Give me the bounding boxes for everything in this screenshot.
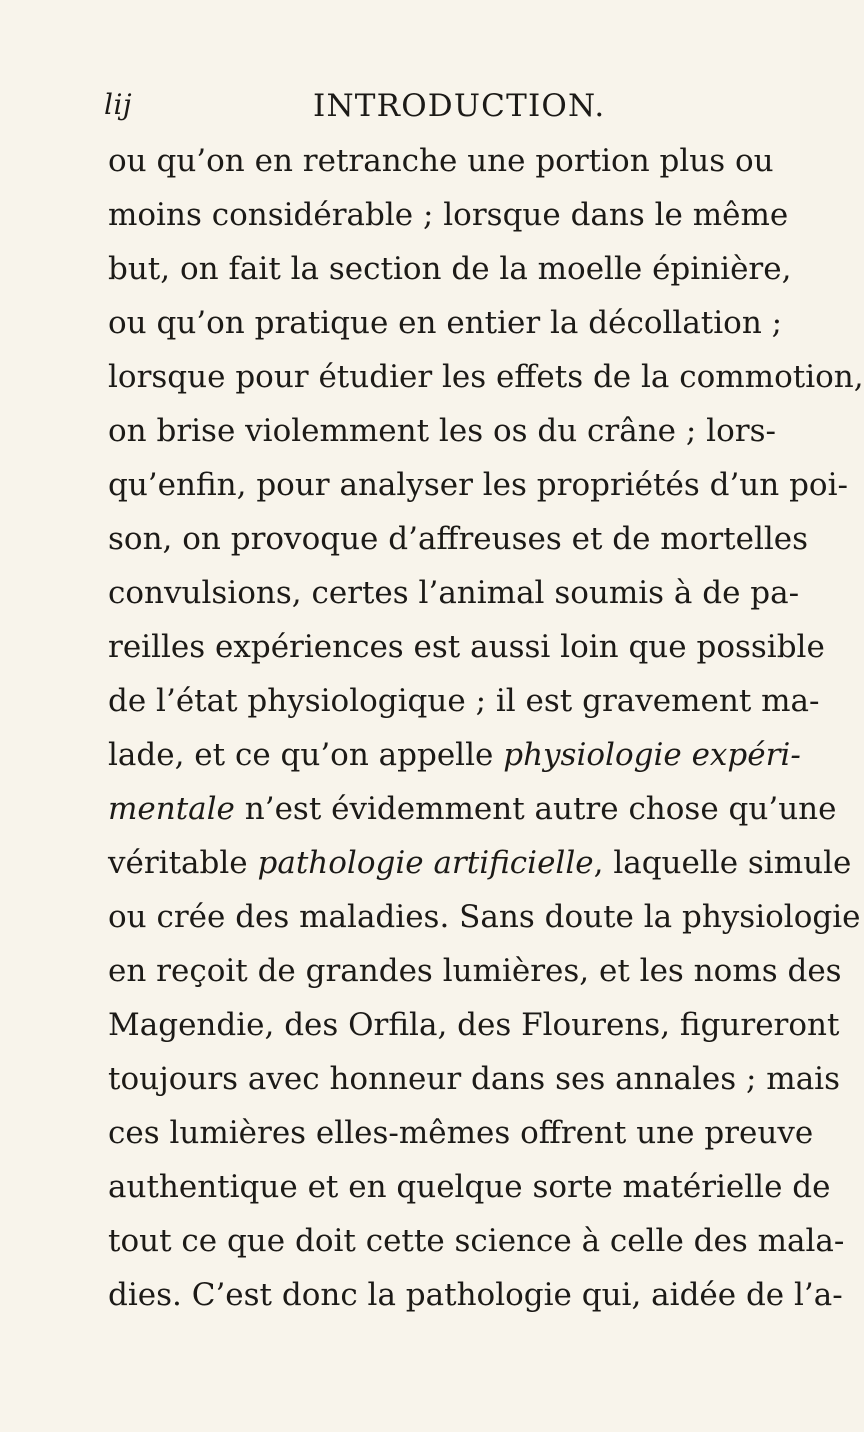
text-line: ces lumières elles-mêmes offrent une preuve [108, 1115, 814, 1151]
text-segment: n’est évidemment autre chose qu’une [234, 791, 837, 827]
text-line: moins considérable ; lorsque dans le même [108, 197, 789, 233]
italic-term: pathologie artificielle [257, 845, 594, 881]
text-segment: lade, et ce qu’on appelle [108, 737, 504, 773]
text-line [108, 782, 837, 836]
text-line: dies. C’est donc la pathologie qui, aidée de l’a- [108, 1277, 843, 1313]
text-line: Magendie, des Orfila, des Flourens, figureront [108, 1007, 840, 1043]
italic-term: mentale [108, 791, 235, 827]
text-line: tout ce que doit cette science à celle des mala- [108, 1223, 845, 1259]
text-line: en reçoit de grandes lumières, et les noms des [108, 953, 842, 989]
text-line: authentique et en quelque sorte matérielle de [108, 1169, 831, 1205]
text-line: convulsions, certes l’animal soumis à de pa- [108, 575, 800, 611]
text-line: ou qu’on pratique en entier la décollation ; [108, 305, 783, 341]
text-line: de l’état physiologique ; il est gravement ma- [108, 683, 820, 719]
text-line [108, 836, 852, 890]
body-text [108, 134, 864, 1322]
text-line: toujours avec honneur dans ses annales ; mais [108, 1061, 840, 1097]
text-line: on brise violemment les os du crâne ; lors- [108, 413, 776, 449]
text-segment: véritable [108, 845, 258, 881]
text-line: but, on fait la section de la moelle épinière, [108, 251, 792, 287]
text-line: son, on provoque d’affreuses et de mortelles [108, 521, 809, 557]
italic-term: physiologie expéri- [503, 737, 801, 773]
text-line: ou qu’on en retranche une portion plus ou [108, 143, 774, 179]
text-line: ou crée des maladies. Sans doute la physiologie [108, 899, 861, 935]
text-segment: , laquelle simule [593, 845, 852, 881]
text-line: qu’enfin, pour analyser les propriétés d’un poi- [108, 467, 848, 503]
text-line: reilles expériences est aussi loin que possible [108, 629, 825, 665]
page-header [104, 88, 744, 128]
running-title: INTRODUCTION. [313, 88, 606, 124]
page-number: lij [104, 88, 133, 121]
text-line [108, 728, 801, 782]
text-line: lorsque pour étudier les effets de la commotion, [108, 359, 864, 395]
